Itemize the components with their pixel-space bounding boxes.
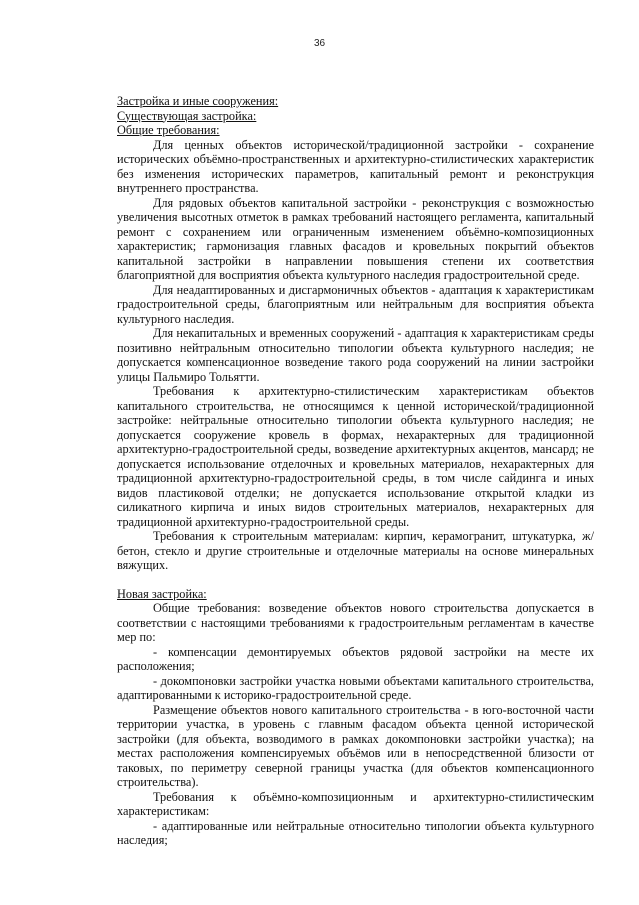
paragraph-unadapted-objects: Для неадаптированных и дисгармоничных объектов - адаптация к характеристикам градостроительной среды, благоприятным или нейтральным для восприятия объекта культурного наследия. [117,282,594,326]
heading-new-buildings: Новая застройка: [117,586,207,601]
paragraph-style-requirements: Требования к архитектурно-стилистическим характеристикам объектов капитального строительства, не относящимся к ценной исторической/традиционной застройке: нейтральные относительно типологии объекта культурного наследия; не допускается сооружение кровель в формах, нехарактерных для традиционной архитектурно-градостроительной среды, возведение архитектурных акцентов, мансард; не допускается использование отделочных и кровельных материалов, нехарактерных для традиционной архитектурно-градостроительной среды, в том числе сайдинга и иных видов пластиковой отделки; не допускается использование открытой кладки из силикатного кирпича и иных видов строительных материалов, нехарактерных для традиционной архитектурно-градостроительной среды. [117,384,594,529]
paragraph-ordinary-objects: Для рядовых объектов капитальной застройки - реконструкция с возможностью увеличения высотных отметок в рамках требований настоящего регламента, капитальный ремонт с сохранением или ограниченным изменением объёмно-композиционных характеристик; гармонизация главных фасадов и кровельных покрытий объектов капитальной застройки в направлении повышения степени их соответствия благоприятной для восприятия объекта культурного наследия градостроительной среде. [117,195,594,282]
list-item-compensation: - компенсации демонтируемых объектов рядовой застройки на месте их расположения; [117,644,594,673]
section-gap [117,573,594,587]
list-item-adapted: - адаптированные или нейтральные относительно типологии объекта культурного наследия; [117,818,594,847]
list-item-completion: - докомпоновки застройки участка новыми объектами капитального строительства, адаптированными к историко-градостроительной среде. [117,673,594,702]
paragraph-temporary-structures: Для некапитальных и временных сооружений - адаптация к характеристикам среды позитивно нейтральным относительно типологии объекта культурного наследия; не допускается компенсационное возведение такого рода сооружений на линии застройки улицы Пальмиро Тольятти. [117,326,594,384]
paragraph-volume-requirements: Требования к объёмно-композиционным и архитектурно-стилистическим характеристикам: [117,789,594,818]
heading-existing-buildings: Существующая застройка: [117,108,257,123]
paragraph-valuable-objects: Для ценных объектов исторической/традиционной застройки - сохранение исторических объёмно-пространственных и архитектурно-стилистических характеристик без изменения исторических параметров, капитальный ремонт и реконструкция внутреннего пространства. [117,137,594,195]
page-number: 36 [313,38,326,49]
heading-buildings: Застройка и иные сооружения: [117,94,279,108]
paragraph-placement: Размещение объектов нового капитального строительства - в юго-восточной части территории участка, в уровень с главным фасадом объекта ценной исторической застройки (для объекта, возводимого в рамках докомпоновки застройки участка); на местах расположения компенсируемых объёмов или в непосредственной близости от таковых, по периметру северной границы участка (для объектов компенсационного строительства). [117,702,594,789]
paragraph-material-requirements: Требования к строительным материалам: кирпич, керамогранит, штукатурка, ж/бетон, стекло и другие строительные и отделочные материалы на основе минеральных вяжущих. [117,529,594,572]
paragraph-new-general: Общие требования: возведение объектов нового строительства допускается в соответствии с настоящими требованиями к градостроительным регламентам в качестве мер по: [117,601,594,644]
page-content [117,94,594,848]
heading-general-requirements: Общие требования: [117,123,220,137]
